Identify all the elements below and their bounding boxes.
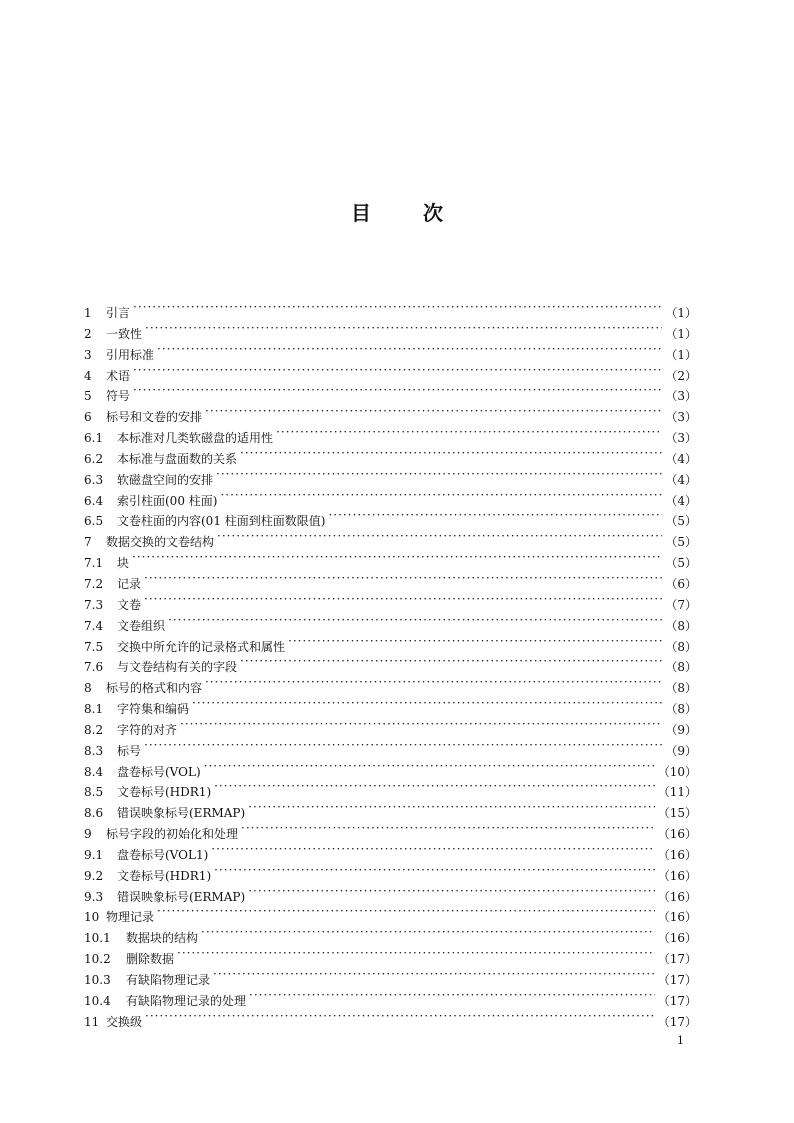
toc-section-title: 文卷标号(HDR1) — [117, 785, 212, 800]
toc-entry — [84, 735, 697, 756]
toc-page-number: （1） — [665, 347, 697, 362]
toc-section-number: 3 — [84, 347, 92, 362]
toc-leader-dots — [240, 443, 662, 463]
toc-leader-dots — [213, 964, 655, 984]
toc-section-title: 错误映象标号(ERMAP) — [117, 806, 246, 821]
toc-page-number: （2） — [665, 368, 697, 383]
toc-section-title: 标号的格式和内容 — [106, 681, 203, 696]
toc-leader-dots — [144, 589, 662, 609]
toc-leader-dots — [248, 797, 655, 817]
toc-page-number: （16） — [657, 868, 697, 883]
toc-section-number: 7 — [84, 535, 92, 550]
toc-section-number: 9.2 — [84, 868, 104, 883]
toc-section-number: 8 — [84, 681, 92, 696]
toc-leader-dots — [133, 360, 662, 380]
toc-section-title: 数据交换的文卷结构 — [106, 535, 215, 550]
toc-section-number: 10.4 — [84, 993, 111, 1008]
toc-section-number: 7.1 — [84, 556, 104, 571]
toc-leader-dots — [145, 1006, 655, 1026]
toc-leader-dots — [249, 985, 655, 1005]
toc-leader-dots — [133, 380, 662, 400]
toc-page-number: （8） — [665, 660, 697, 675]
toc-page-number: （8） — [665, 618, 697, 633]
toc-leader-dots — [220, 485, 662, 505]
toc-section-title: 引用标准 — [106, 347, 155, 362]
toc-page-number: （8） — [665, 639, 697, 654]
toc-section-title: 有缺陷物理记录 — [126, 973, 211, 987]
toc-page-number: （17） — [657, 1014, 697, 1029]
toc-section-number: 7.3 — [84, 597, 104, 612]
toc-page-number: （5） — [665, 514, 697, 529]
table-of-contents — [84, 297, 697, 1027]
toc-leader-dots — [132, 547, 662, 567]
toc-page-number: （16） — [657, 847, 697, 862]
toc-section-title: 文卷 — [117, 597, 142, 612]
toc-leader-dots — [288, 631, 662, 651]
toc-page-number: （10） — [657, 764, 697, 779]
page-number: 1 — [677, 1034, 684, 1047]
toc-section-title: 数据块的结构 — [126, 931, 199, 946]
toc-section-title: 交换级 — [106, 1014, 143, 1029]
toc-page-number: （3） — [665, 389, 697, 404]
toc-entry — [84, 568, 697, 589]
toc-leader-dots — [192, 693, 662, 713]
toc-leader-dots — [157, 901, 655, 921]
toc-page-number: （15） — [657, 806, 697, 821]
toc-section-title: 标号字段的初始化和处理 — [106, 827, 239, 842]
toc-entry — [84, 360, 697, 381]
toc-page-number: （4） — [665, 472, 697, 487]
toc-page-number: （8） — [665, 681, 697, 696]
toc-leader-dots — [144, 735, 662, 755]
toc-section-number: 10.2 — [84, 952, 111, 967]
toc-section-title: 本标准对几类软磁盘的适用性 — [117, 431, 274, 446]
toc-page-number: （16） — [657, 931, 697, 946]
toc-page-number: （4） — [665, 451, 697, 466]
toc-section-title: 删除数据 — [126, 952, 175, 967]
toc-section-title: 文卷柱面的内容(01 柱面到柱面数限值) — [117, 514, 326, 529]
toc-section-title: 交换中所允许的记录格式和属性 — [117, 639, 286, 654]
toc-section-number: 6.5 — [84, 514, 104, 529]
toc-page-number: （1） — [665, 326, 697, 341]
toc-section-number: 11 — [84, 1014, 100, 1029]
toc-page-number: （17） — [657, 952, 697, 967]
toc-page-number: （5） — [665, 556, 697, 571]
toc-entry — [84, 610, 697, 631]
toc-section-number: 10.3 — [84, 973, 111, 987]
toc-entry — [84, 631, 697, 652]
toc-page-number: （16） — [657, 910, 697, 925]
toc-section-title: 标号 — [117, 743, 142, 758]
toc-page-number: （3） — [665, 431, 697, 446]
toc-leader-dots — [205, 672, 662, 692]
toc-section-number: 5 — [84, 389, 92, 404]
toc-leader-dots — [276, 422, 662, 442]
toc-section-title: 术语 — [106, 368, 131, 383]
toc-entry — [84, 964, 697, 985]
toc-entry — [84, 380, 697, 404]
toc-leader-dots — [133, 297, 662, 317]
toc-section-number: 2 — [84, 326, 92, 341]
toc-entry — [84, 401, 697, 425]
toc-leader-dots — [241, 818, 655, 838]
toc-section-number: 7.6 — [84, 660, 104, 675]
toc-section-title: 块 — [117, 556, 130, 571]
toc-leader-dots — [201, 922, 655, 942]
toc-page-number: （17） — [657, 973, 697, 987]
toc-section-number: 1 — [84, 306, 92, 320]
toc-leader-dots — [248, 881, 655, 901]
toc-section-title: 记录 — [117, 576, 142, 591]
toc-leader-dots — [216, 464, 662, 484]
toc-section-number: 8.1 — [84, 702, 104, 717]
toc-section-number: 7.2 — [84, 576, 104, 591]
toc-page-number: （11） — [657, 785, 697, 800]
toc-leader-dots — [168, 610, 662, 630]
toc-page-number: （9） — [665, 743, 697, 758]
toc-section-title: 盘卷标号(VOL1) — [117, 847, 209, 862]
toc-leader-dots — [145, 318, 662, 338]
toc-section-number: 8.2 — [84, 722, 104, 737]
toc-entry — [84, 901, 697, 925]
toc-entry — [84, 297, 697, 318]
toc-section-title: 与文卷结构有关的字段 — [117, 660, 238, 675]
toc-section-number: 8.5 — [84, 785, 104, 800]
toc-leader-dots — [328, 505, 662, 525]
toc-entry — [84, 756, 697, 777]
toc-section-title: 标号和文卷的安排 — [106, 410, 203, 425]
toc-leader-dots — [177, 943, 655, 963]
toc-leader-dots — [180, 714, 662, 734]
toc-section-title: 本标准与盘面数的关系 — [117, 451, 238, 466]
toc-section-number: 8.6 — [84, 806, 104, 821]
toc-page-number: （1） — [665, 306, 697, 320]
toc-section-title: 物理记录 — [106, 910, 155, 925]
toc-leader-dots — [205, 401, 662, 421]
toc-leader-dots — [157, 339, 662, 359]
toc-leader-dots — [144, 568, 662, 588]
toc-section-title: 索引柱面(00 柱面) — [117, 493, 218, 508]
toc-section-title: 文卷组织 — [117, 618, 166, 633]
toc-leader-dots — [214, 776, 655, 796]
toc-section-title: 一致性 — [106, 326, 143, 341]
toc-leader-dots — [214, 860, 655, 880]
toc-page-number: （5） — [665, 535, 697, 550]
toc-section-number: 8.4 — [84, 764, 104, 779]
toc-section-number: 10 — [84, 910, 100, 925]
toc-entry — [84, 339, 697, 360]
toc-section-number: 6.2 — [84, 451, 104, 466]
toc-section-number: 7.5 — [84, 639, 104, 654]
toc-leader-dots — [240, 651, 662, 671]
toc-page-number: （17） — [657, 993, 697, 1008]
toc-entry — [84, 1006, 697, 1027]
toc-page-number: （16） — [657, 889, 697, 904]
toc-leader-dots — [204, 756, 655, 776]
toc-section-title: 字符的对齐 — [117, 722, 178, 737]
toc-section-title: 软磁盘空间的安排 — [117, 472, 214, 487]
toc-section-number: 9.3 — [84, 889, 104, 904]
toc-section-title: 错误映象标号(ERMAP) — [117, 889, 246, 904]
toc-section-number: 6 — [84, 410, 92, 425]
toc-section-number: 7.4 — [84, 618, 104, 633]
toc-leader-dots — [217, 526, 662, 546]
toc-leader-dots — [211, 839, 654, 859]
toc-entry — [84, 318, 697, 339]
toc-page-number: （3） — [665, 410, 697, 425]
toc-page-number: （16） — [657, 827, 697, 842]
toc-section-title: 文卷标号(HDR1) — [117, 868, 212, 883]
toc-page-number: （4） — [665, 493, 697, 508]
toc-section-number: 9.1 — [84, 847, 104, 862]
toc-page-number: （9） — [665, 722, 697, 737]
toc-entry — [84, 922, 697, 946]
page-title: 目次 — [351, 201, 495, 225]
toc-section-number: 9 — [84, 827, 92, 842]
toc-page-number: （7） — [665, 597, 697, 612]
toc-section-number: 6.1 — [84, 431, 104, 446]
toc-page-number: （8） — [665, 702, 697, 717]
toc-section-number: 4 — [84, 368, 92, 383]
toc-section-number: 10.1 — [84, 931, 111, 946]
toc-section-title: 盘卷标号(VOL) — [117, 764, 201, 779]
toc-section-title: 符号 — [106, 389, 131, 404]
toc-page-number: （6） — [665, 576, 697, 591]
toc-section-title: 引言 — [106, 306, 131, 320]
toc-entry — [84, 589, 697, 610]
toc-section-number: 6.3 — [84, 472, 104, 487]
toc-entry — [84, 547, 697, 571]
toc-section-number: 8.3 — [84, 743, 104, 758]
toc-section-title: 字符集和编码 — [117, 702, 190, 717]
toc-section-title: 有缺陷物理记录的处理 — [126, 993, 247, 1008]
toc-section-number: 6.4 — [84, 493, 104, 508]
